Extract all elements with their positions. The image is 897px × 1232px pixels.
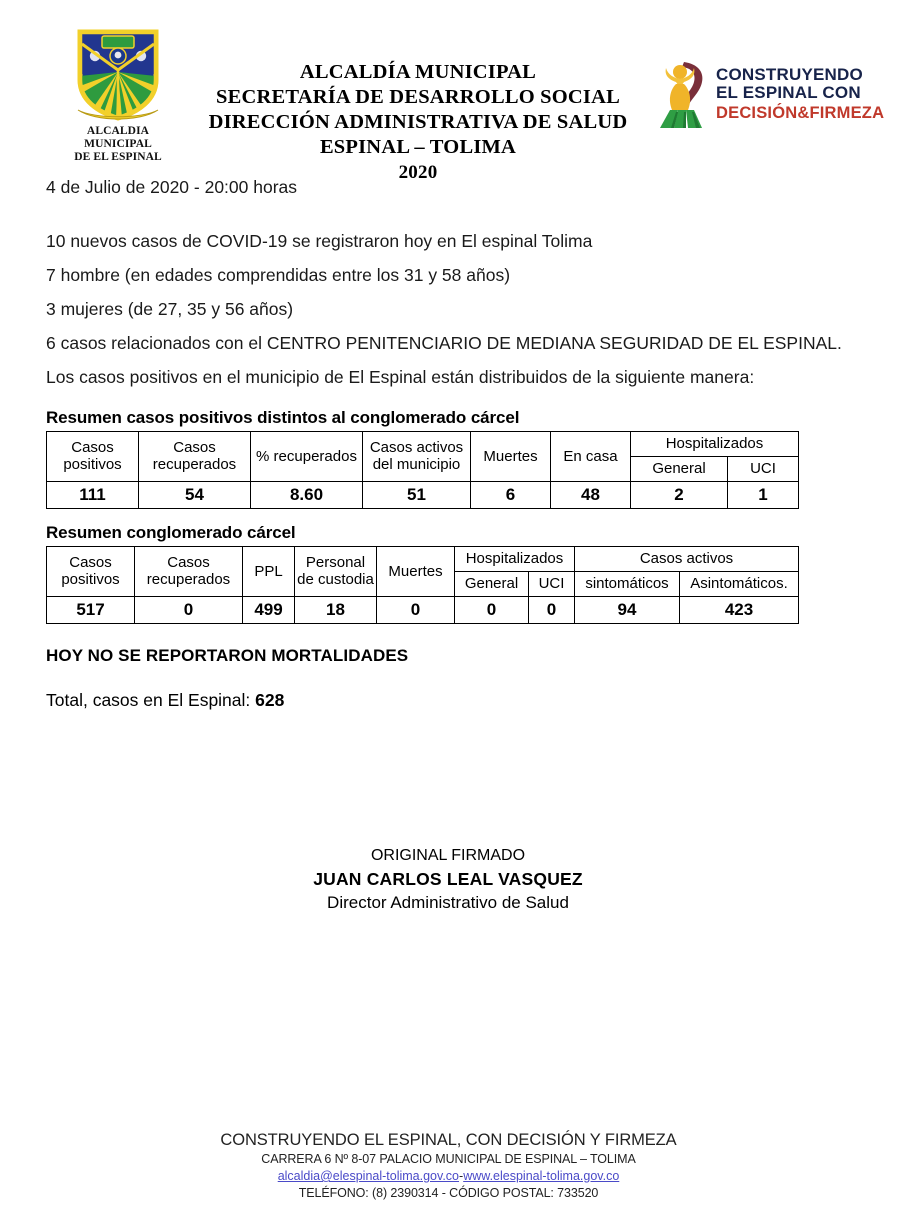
th-pct-recuperados: % recuperados: [251, 432, 363, 482]
td-casos-recuperados: 0: [135, 597, 243, 624]
construyendo-line-2: EL ESPINAL CON: [716, 82, 861, 102]
signature-name: JUAN CARLOS LEAL VASQUEZ: [313, 869, 583, 889]
construyendo-brand-logo: [654, 22, 885, 130]
td-uci: 1: [728, 482, 799, 509]
construyendo-line-3: DECISIÓN&FIRMEZA: [716, 103, 885, 122]
table-municipal-title: Resumen casos positivos distintos al conglomerado cárcel: [46, 408, 520, 427]
municipal-coat-of-arms-logo: [54, 22, 182, 164]
th-general: General: [631, 457, 728, 482]
th-uci: UCI: [728, 457, 799, 482]
th-hospitalizados: Hospitalizados: [455, 547, 575, 572]
th-casos-activos: Casos activos: [575, 547, 799, 572]
td-casos-positivos: 111: [47, 482, 139, 509]
td-personal-custodia: 18: [295, 597, 377, 624]
th-muertes: Muertes: [471, 432, 551, 482]
header-titles: [182, 22, 654, 185]
td-muertes: 6: [471, 482, 551, 509]
table-row-values: [47, 482, 799, 509]
th-hospitalizados: Hospitalizados: [631, 432, 799, 457]
header-title-line-3: DIRECCIÓN ADMINISTRATIVA DE SALUD: [208, 111, 628, 133]
footer-website-link[interactable]: www.elespinal-tolima.gov.co: [463, 1169, 620, 1183]
td-casos-activos-municipio: 51: [363, 482, 471, 509]
td-uci: 0: [529, 597, 575, 624]
signature-block: [46, 845, 850, 915]
table-row-header-top: [47, 432, 799, 457]
header-title-line-4: ESPINAL – TOLIMA: [319, 136, 517, 158]
report-datetime: 4 de Julio de 2020 - 20:00 horas: [46, 177, 298, 197]
report-distribution-intro: Los casos positivos en el municipio de El Espinal están distribuidos de la siguiente manera:: [46, 367, 755, 387]
th-uci: UCI: [529, 572, 575, 597]
th-casos-recuperados: Casos recuperados: [139, 432, 251, 482]
td-asintomaticos: 423: [680, 597, 799, 624]
th-casos-positivos: Casos positivos: [47, 547, 135, 597]
construyendo-line-1: CONSTRUYENDO: [716, 64, 863, 84]
th-asintomaticos: Asintomáticos.: [680, 572, 799, 597]
td-en-casa: 48: [551, 482, 631, 509]
document-footer: [0, 1129, 897, 1202]
th-ppl: PPL: [243, 547, 295, 597]
signature-original-firmado: ORIGINAL FIRMADO: [370, 847, 526, 864]
table-prison-title: Resumen conglomerado cárcel: [46, 523, 296, 542]
table-prison: [46, 546, 799, 624]
table-row-header-top: [47, 547, 799, 572]
document-content: [0, 170, 897, 915]
report-women: 3 mujeres (de 27, 35 y 56 años): [46, 299, 294, 319]
report-prison-related: 6 casos relacionados con el CENTRO PENITENCIARIO DE MEDIANA SEGURIDAD DE EL ESPINAL.: [46, 333, 842, 353]
th-sintomaticos: sintomáticos: [575, 572, 680, 597]
footer-link-separator: -: [459, 1169, 464, 1183]
total-cases-value: 628: [255, 690, 285, 710]
th-general: General: [455, 572, 529, 597]
report-men: 7 hombre (en edades comprendidas entre los 31 y 58 años): [46, 265, 511, 285]
td-general: 0: [455, 597, 529, 624]
th-casos-recuperados: Casos recuperados: [135, 547, 243, 597]
footer-address: CARRERA 6 Nº 8-07 PALACIO MUNICIPAL DE ESPINAL – TOLIMA: [261, 1152, 636, 1166]
td-casos-positivos: 517: [47, 597, 135, 624]
td-ppl: 499: [243, 597, 295, 624]
th-casos-positivos: Casos positivos: [47, 432, 139, 482]
td-casos-recuperados: 54: [139, 482, 251, 509]
espinal-coat-of-arms-shield-icon: [72, 26, 164, 122]
table-municipal: [46, 431, 799, 509]
signature-role: Director Administrativo de Salud: [327, 893, 569, 912]
td-sintomaticos: 94: [575, 597, 680, 624]
th-personal-custodia: Personal de custodia: [295, 547, 377, 597]
no-deaths-statement: HOY NO SE REPORTARON MORTALIDADES: [46, 646, 409, 665]
document-header: [0, 0, 897, 183]
construyendo-figure-icon: [654, 58, 712, 130]
total-cases-line: [46, 690, 850, 711]
report-new-cases: 10 nuevos casos de COVID-19 se registraron hoy en El espinal Tolima: [46, 231, 593, 251]
coat-of-arms-caption-line1: ALCALDIA MUNICIPAL: [84, 125, 152, 150]
footer-email-link[interactable]: alcaldia@elespinal-tolima.gov.co: [277, 1169, 460, 1183]
table-row-values: [47, 597, 799, 624]
th-en-casa: En casa: [551, 432, 631, 482]
td-general: 2: [631, 482, 728, 509]
header-title-line-2: SECRETARÍA DE DESARROLLO SOCIAL: [216, 86, 620, 108]
footer-contact: TELÉFONO: (8) 2390314 - CÓDIGO POSTAL: 733520: [298, 1186, 599, 1200]
th-casos-activos-municipio: Casos activos del municipio: [363, 432, 471, 482]
footer-links: [0, 1168, 897, 1185]
th-muertes: Muertes: [377, 547, 455, 597]
header-year: 2020: [398, 162, 438, 183]
td-pct-recuperados: 8.60: [251, 482, 363, 509]
footer-slogan: CONSTRUYENDO EL ESPINAL, CON DECISIÓN Y FIRMEZA: [220, 1131, 677, 1149]
total-cases-label: Total, casos en El Espinal:: [46, 690, 251, 710]
coat-of-arms-caption-line2: DE EL ESPINAL: [74, 151, 162, 163]
coat-of-arms-caption: [54, 125, 182, 164]
td-muertes: 0: [377, 597, 455, 624]
header-title-line-1: ALCALDÍA MUNICIPAL: [299, 61, 537, 83]
